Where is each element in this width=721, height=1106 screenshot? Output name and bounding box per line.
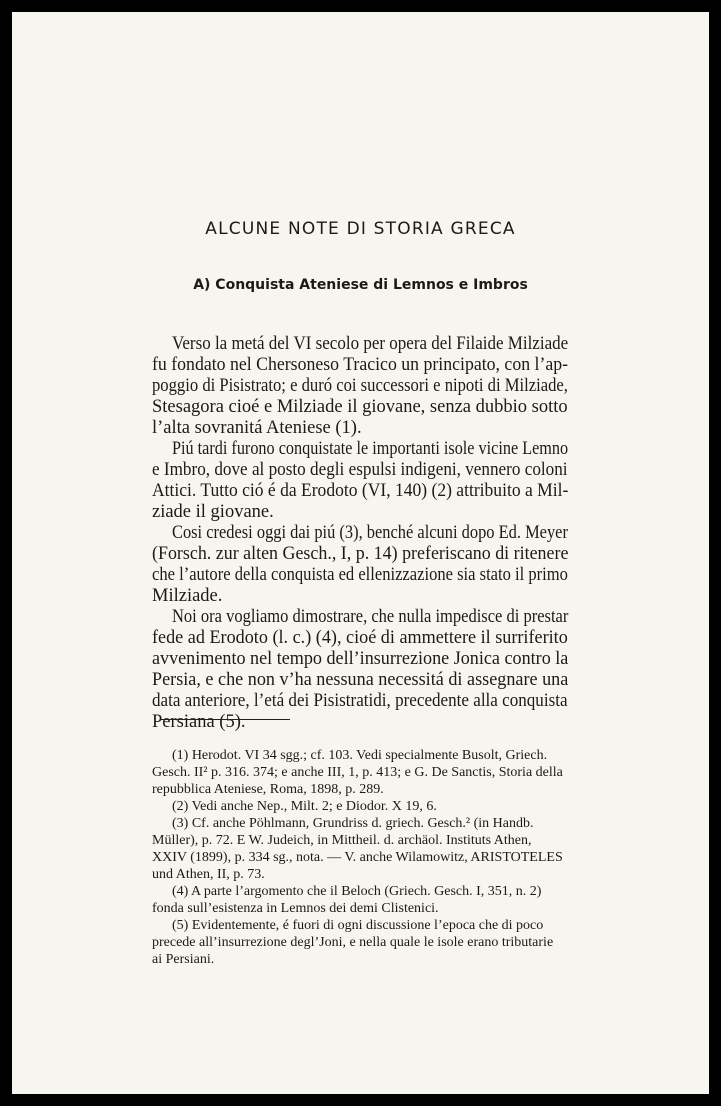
body-line: Cosi credesi oggi dai piú (3), benché alcuni dopo Ed. Meyer	[172, 523, 568, 543]
body-line: fu fondato nel Chersoneso Tracico un principato, con l’ap-	[152, 355, 569, 375]
body-line: Verso la metá del VI secolo per opera del Filaide Milziade	[172, 334, 569, 354]
footnote-line: (4) A parte l’argomento che il Beloch (Griech. Gesch. I, 351, n. 2)	[172, 884, 542, 899]
page-title: ALCUNE NOTE DI STORIA GRECA	[205, 219, 516, 239]
footnote-line: XXIV (1899), p. 334 sg., nota. — V. anche Wilamowitz, ARISTOTELES	[152, 850, 563, 865]
document-page	[12, 12, 709, 1094]
body-line: Persiana (5).	[152, 712, 246, 732]
footnote-line: und Athen, II, p. 73.	[152, 867, 265, 882]
footnote-line: (3) Cf. anche Pöhlmann, Grundriss d. griech. Gesch.² (in Handb.	[172, 816, 534, 831]
footnote-separator	[160, 719, 290, 720]
body-line: Noi ora vogliamo dimostrare, che nulla impedisce di prestar	[172, 607, 569, 627]
footnote-line: (1) Herodot. VI 34 sgg.; cf. 103. Vedi specialmente Busolt, Griech.	[172, 748, 548, 763]
body-line: data anteriore, l’etá dei Pisistratidi, precedente alla conquista	[152, 691, 568, 711]
body-line: che l’autore della conquista ed ellenizzazione sia stato il primo	[152, 565, 568, 585]
footnote-line: (2) Vedi anche Nep., Milt. 2; e Diodor. X 19, 6.	[172, 799, 437, 814]
body-line: fede ad Erodoto (l. c.) (4), cioé di ammettere il surriferito	[152, 628, 568, 648]
footnote-line: fonda sull’esistenza in Lemnos dei demi Clistenici.	[152, 901, 439, 916]
body-line: e Imbro, dove al posto degli espulsi indigeni, vennero coloni	[152, 460, 568, 480]
body-line: l’alta sovranitá Ateniese (1).	[152, 418, 362, 438]
footnote-line: (5) Evidentemente, é fuori di ogni discussione l’epoca che di poco	[172, 918, 544, 933]
footnote-line: Gesch. II² p. 316. 374; e anche III, 1, p. 413; e G. De Sanctis, Storia della	[152, 765, 563, 780]
body-line: Persia, e che non v’ha nessuna necessitá di assegnare una	[152, 670, 569, 690]
body-line: avvenimento nel tempo dell’insurrezione Jonica contro la	[152, 649, 569, 669]
body-line: Stesagora cioé e Milziade il giovane, senza dubbio sotto	[152, 397, 568, 417]
body-line: Milziade.	[152, 586, 223, 606]
footnote-line: repubblica Ateniese, Roma, 1898, p. 289.	[152, 782, 384, 797]
footnote-line: Müller), p. 72. E W. Judeich, in Mittheil. d. archäol. Instituts Athen,	[152, 833, 532, 848]
footnote-line: precede all’insurrezione degl’Joni, e nella quale le isole erano tributarie	[152, 935, 554, 950]
body-line: poggio di Pisistrato; e duró coi successori e nipoti di Milziade,	[152, 376, 568, 396]
footnote-line: ai Persiani.	[152, 952, 215, 967]
body-line: ziade il giovane.	[152, 502, 274, 522]
section-heading: A) Conquista Ateniese di Lemnos e Imbros	[193, 277, 528, 293]
body-line: Piú tardi furono conquistate le importanti isole vicine Lemno	[172, 439, 569, 459]
body-line: (Forsch. zur alten Gesch., I, p. 14) preferiscano di ritenere	[152, 544, 569, 564]
body-line: Attici. Tutto ció é da Erodoto (VI, 140) (2) attribuito a Mil-	[152, 481, 569, 501]
